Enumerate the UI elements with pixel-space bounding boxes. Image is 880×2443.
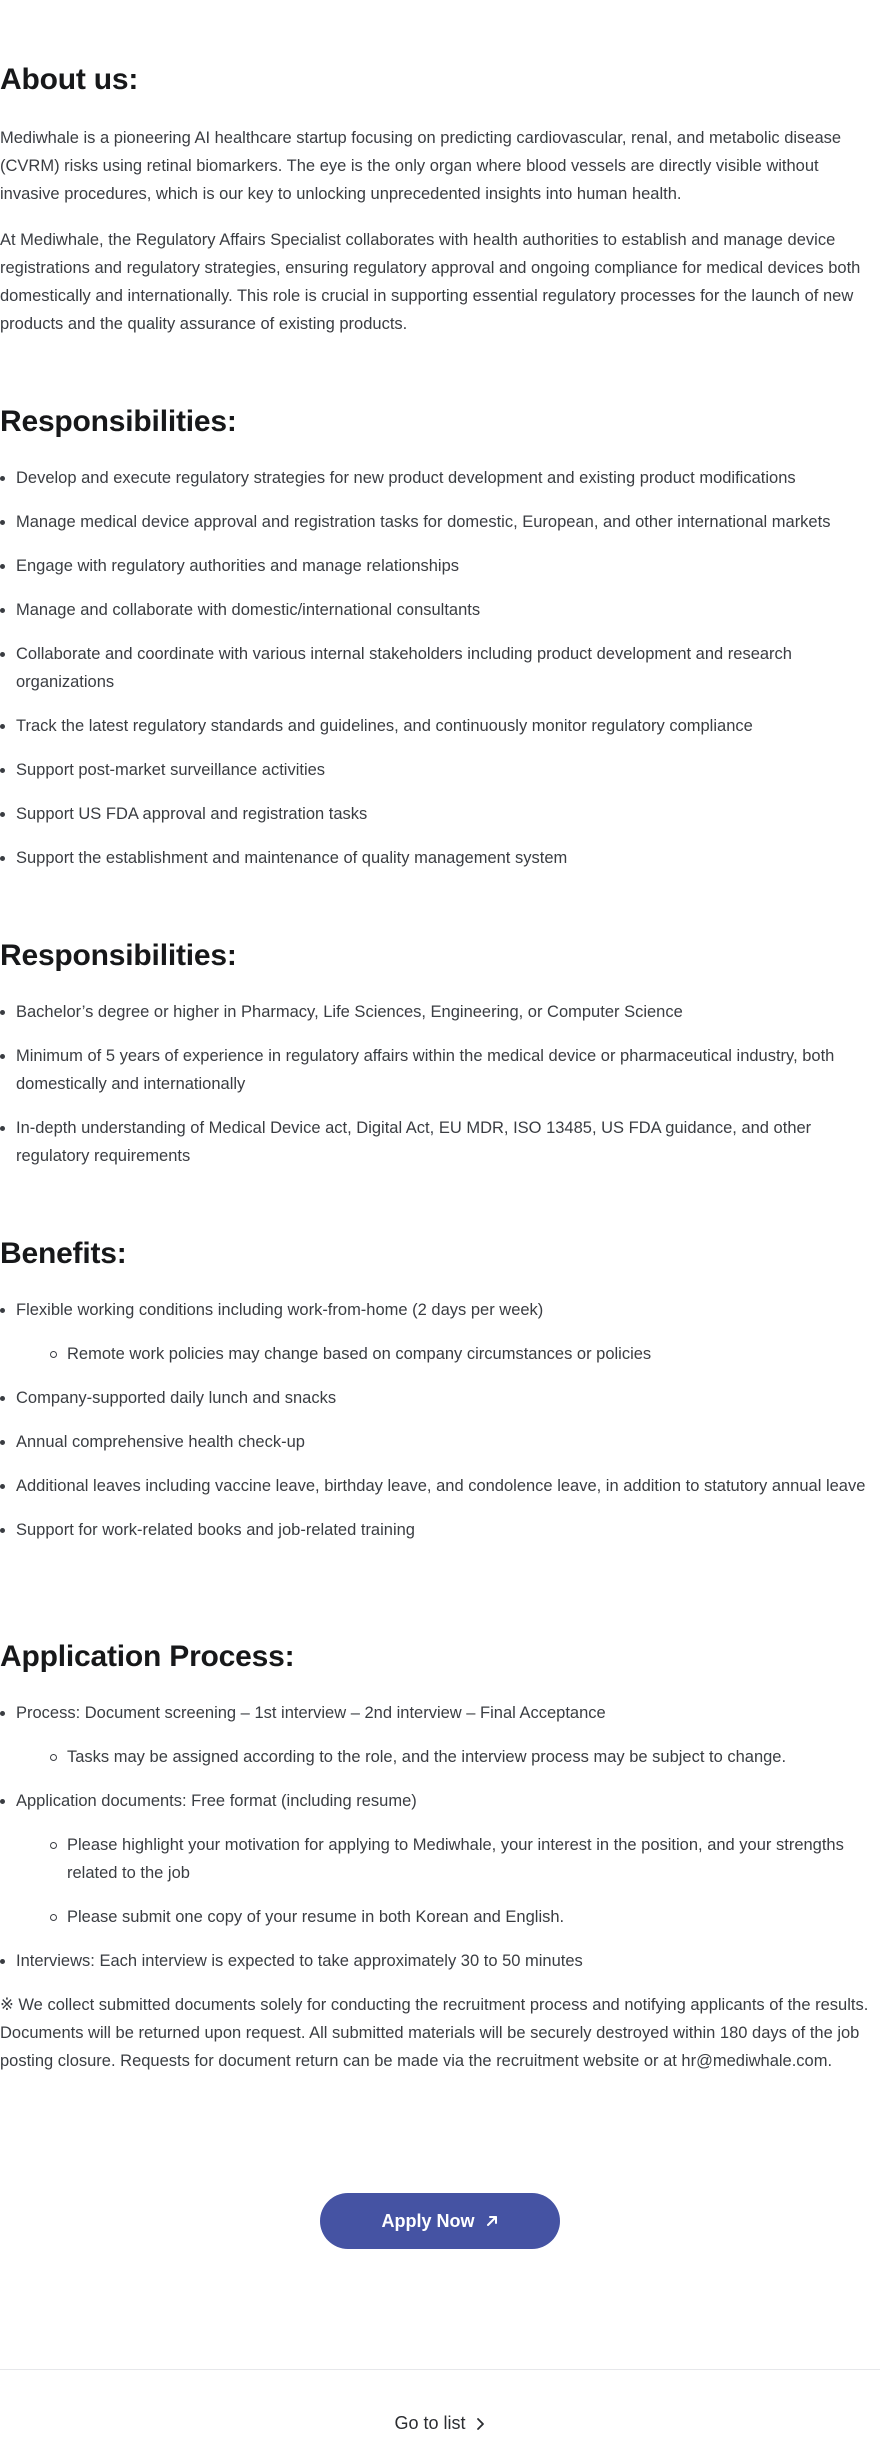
list-item: Manage medical device approval and registration tasks for domestic, European, and other international markets xyxy=(0,508,880,536)
about-paragraph-1: Mediwhale is a pioneering AI healthcare startup focusing on predicting cardiovascular, renal, and metabolic disease (CVRM) risks using retinal biomarkers. The eye is the only organ where blood vessels are directly visible without invasive procedures, which is our key to unlocking unprecedented insights into human health. xyxy=(0,129,842,203)
document-notice: ※ We collect submitted documents solely for conducting the recruitment process and notifying applicants of the results. Documents will be returned upon request. All submitted materials will be securely destroyed within 180 days of the job posting closure. Requests for document return can be made via the recruitment website or at hr@mediwhale.com. xyxy=(0,1996,869,2070)
list-item: Engage with regulatory authorities and manage relationships xyxy=(0,552,880,580)
list-item: In-depth understanding of Medical Device act, Digital Act, EU MDR, ISO 13485, US FDA guidance, and other regulatory requirements xyxy=(0,1114,880,1170)
sub-list-item: Tasks may be assigned according to the role, and the interview process may be subject to change. xyxy=(16,1743,880,1771)
application-heading: Application Process: xyxy=(0,1640,295,1673)
arrow-up-right-icon xyxy=(485,2214,499,2228)
benefits-section xyxy=(0,1236,880,1560)
sub-list xyxy=(16,1831,880,1931)
sub-list xyxy=(16,1340,880,1368)
list-item: Support for work-related books and job-related training xyxy=(0,1516,880,1544)
about-section xyxy=(0,62,880,338)
sub-list-item: Please highlight your motivation for applying to Mediwhale, your interest in the position, and your strengths related to the job xyxy=(16,1831,880,1887)
divider xyxy=(0,2369,880,2370)
list-item: Support US FDA approval and registration tasks xyxy=(0,800,880,828)
qualifications-list xyxy=(0,998,880,1170)
apply-now-button[interactable] xyxy=(320,2193,560,2249)
responsibilities-list xyxy=(0,464,880,872)
list-item: Minimum of 5 years of experience in regulatory affairs within the medical device or pharmaceutical industry, both domestically and internationally xyxy=(0,1042,880,1098)
go-to-list-link[interactable] xyxy=(0,2413,880,2434)
qualifications-heading: Responsibilities: xyxy=(0,939,237,972)
list-item: Support the establishment and maintenance of quality management system xyxy=(0,844,880,872)
list-item-text: Flexible working conditions including work-from-home (2 days per week) xyxy=(16,1301,544,1319)
apply-now-label: Apply Now xyxy=(381,2210,475,2231)
list-item: Bachelor’s degree or higher in Pharmacy, Life Sciences, Engineering, or Computer Science xyxy=(0,998,880,1026)
sub-list-item: Remote work policies may change based on company circumstances or policies xyxy=(16,1340,880,1368)
list-item-text: Process: Document screening – 1st interview – 2nd interview – Final Acceptance xyxy=(16,1704,606,1722)
list-item xyxy=(0,1787,880,1931)
list-item: Collaborate and coordinate with various internal stakeholders including product development and research organizations xyxy=(0,640,880,696)
application-list xyxy=(0,1699,880,1975)
list-item xyxy=(0,1699,880,1771)
list-item xyxy=(0,1296,880,1368)
responsibilities-heading: Responsibilities: xyxy=(0,405,237,438)
application-section xyxy=(0,1639,880,2075)
about-paragraph-2: At Mediwhale, the Regulatory Affairs Specialist collaborates with health authorities to establish and manage device registrations and regulatory strategies, ensuring regulatory approval and ongoing compliance for medical devices both domestically and internationally. This role is crucial in supporting essential regulatory processes for the launch of new products and the quality assurance of existing products. xyxy=(0,231,861,333)
list-item: Company-supported daily lunch and snacks xyxy=(0,1384,880,1412)
go-to-list-label: Go to list xyxy=(394,2413,466,2433)
qualifications-section xyxy=(0,938,880,1186)
list-item: Additional leaves including vaccine leave, birthday leave, and condolence leave, in addition to statutory annual leave xyxy=(0,1472,880,1500)
about-heading: About us: xyxy=(0,63,139,96)
list-item: Interviews: Each interview is expected to take approximately 30 to 50 minutes xyxy=(0,1947,880,1975)
chevron-right-icon xyxy=(474,2417,486,2431)
list-item: Support post-market surveillance activities xyxy=(0,756,880,784)
benefits-heading: Benefits: xyxy=(0,1237,127,1270)
sub-list-item: Please submit one copy of your resume in both Korean and English. xyxy=(16,1903,880,1931)
list-item: Manage and collaborate with domestic/international consultants xyxy=(0,596,880,624)
list-item: Track the latest regulatory standards and guidelines, and continuously monitor regulatory compliance xyxy=(0,712,880,740)
benefits-list xyxy=(0,1296,880,1544)
list-item-text: Application documents: Free format (including resume) xyxy=(16,1792,417,1810)
sub-list xyxy=(16,1743,880,1771)
responsibilities-section xyxy=(0,404,880,888)
list-item: Annual comprehensive health check-up xyxy=(0,1428,880,1456)
list-item: Develop and execute regulatory strategies for new product development and existing product modifications xyxy=(0,464,880,492)
